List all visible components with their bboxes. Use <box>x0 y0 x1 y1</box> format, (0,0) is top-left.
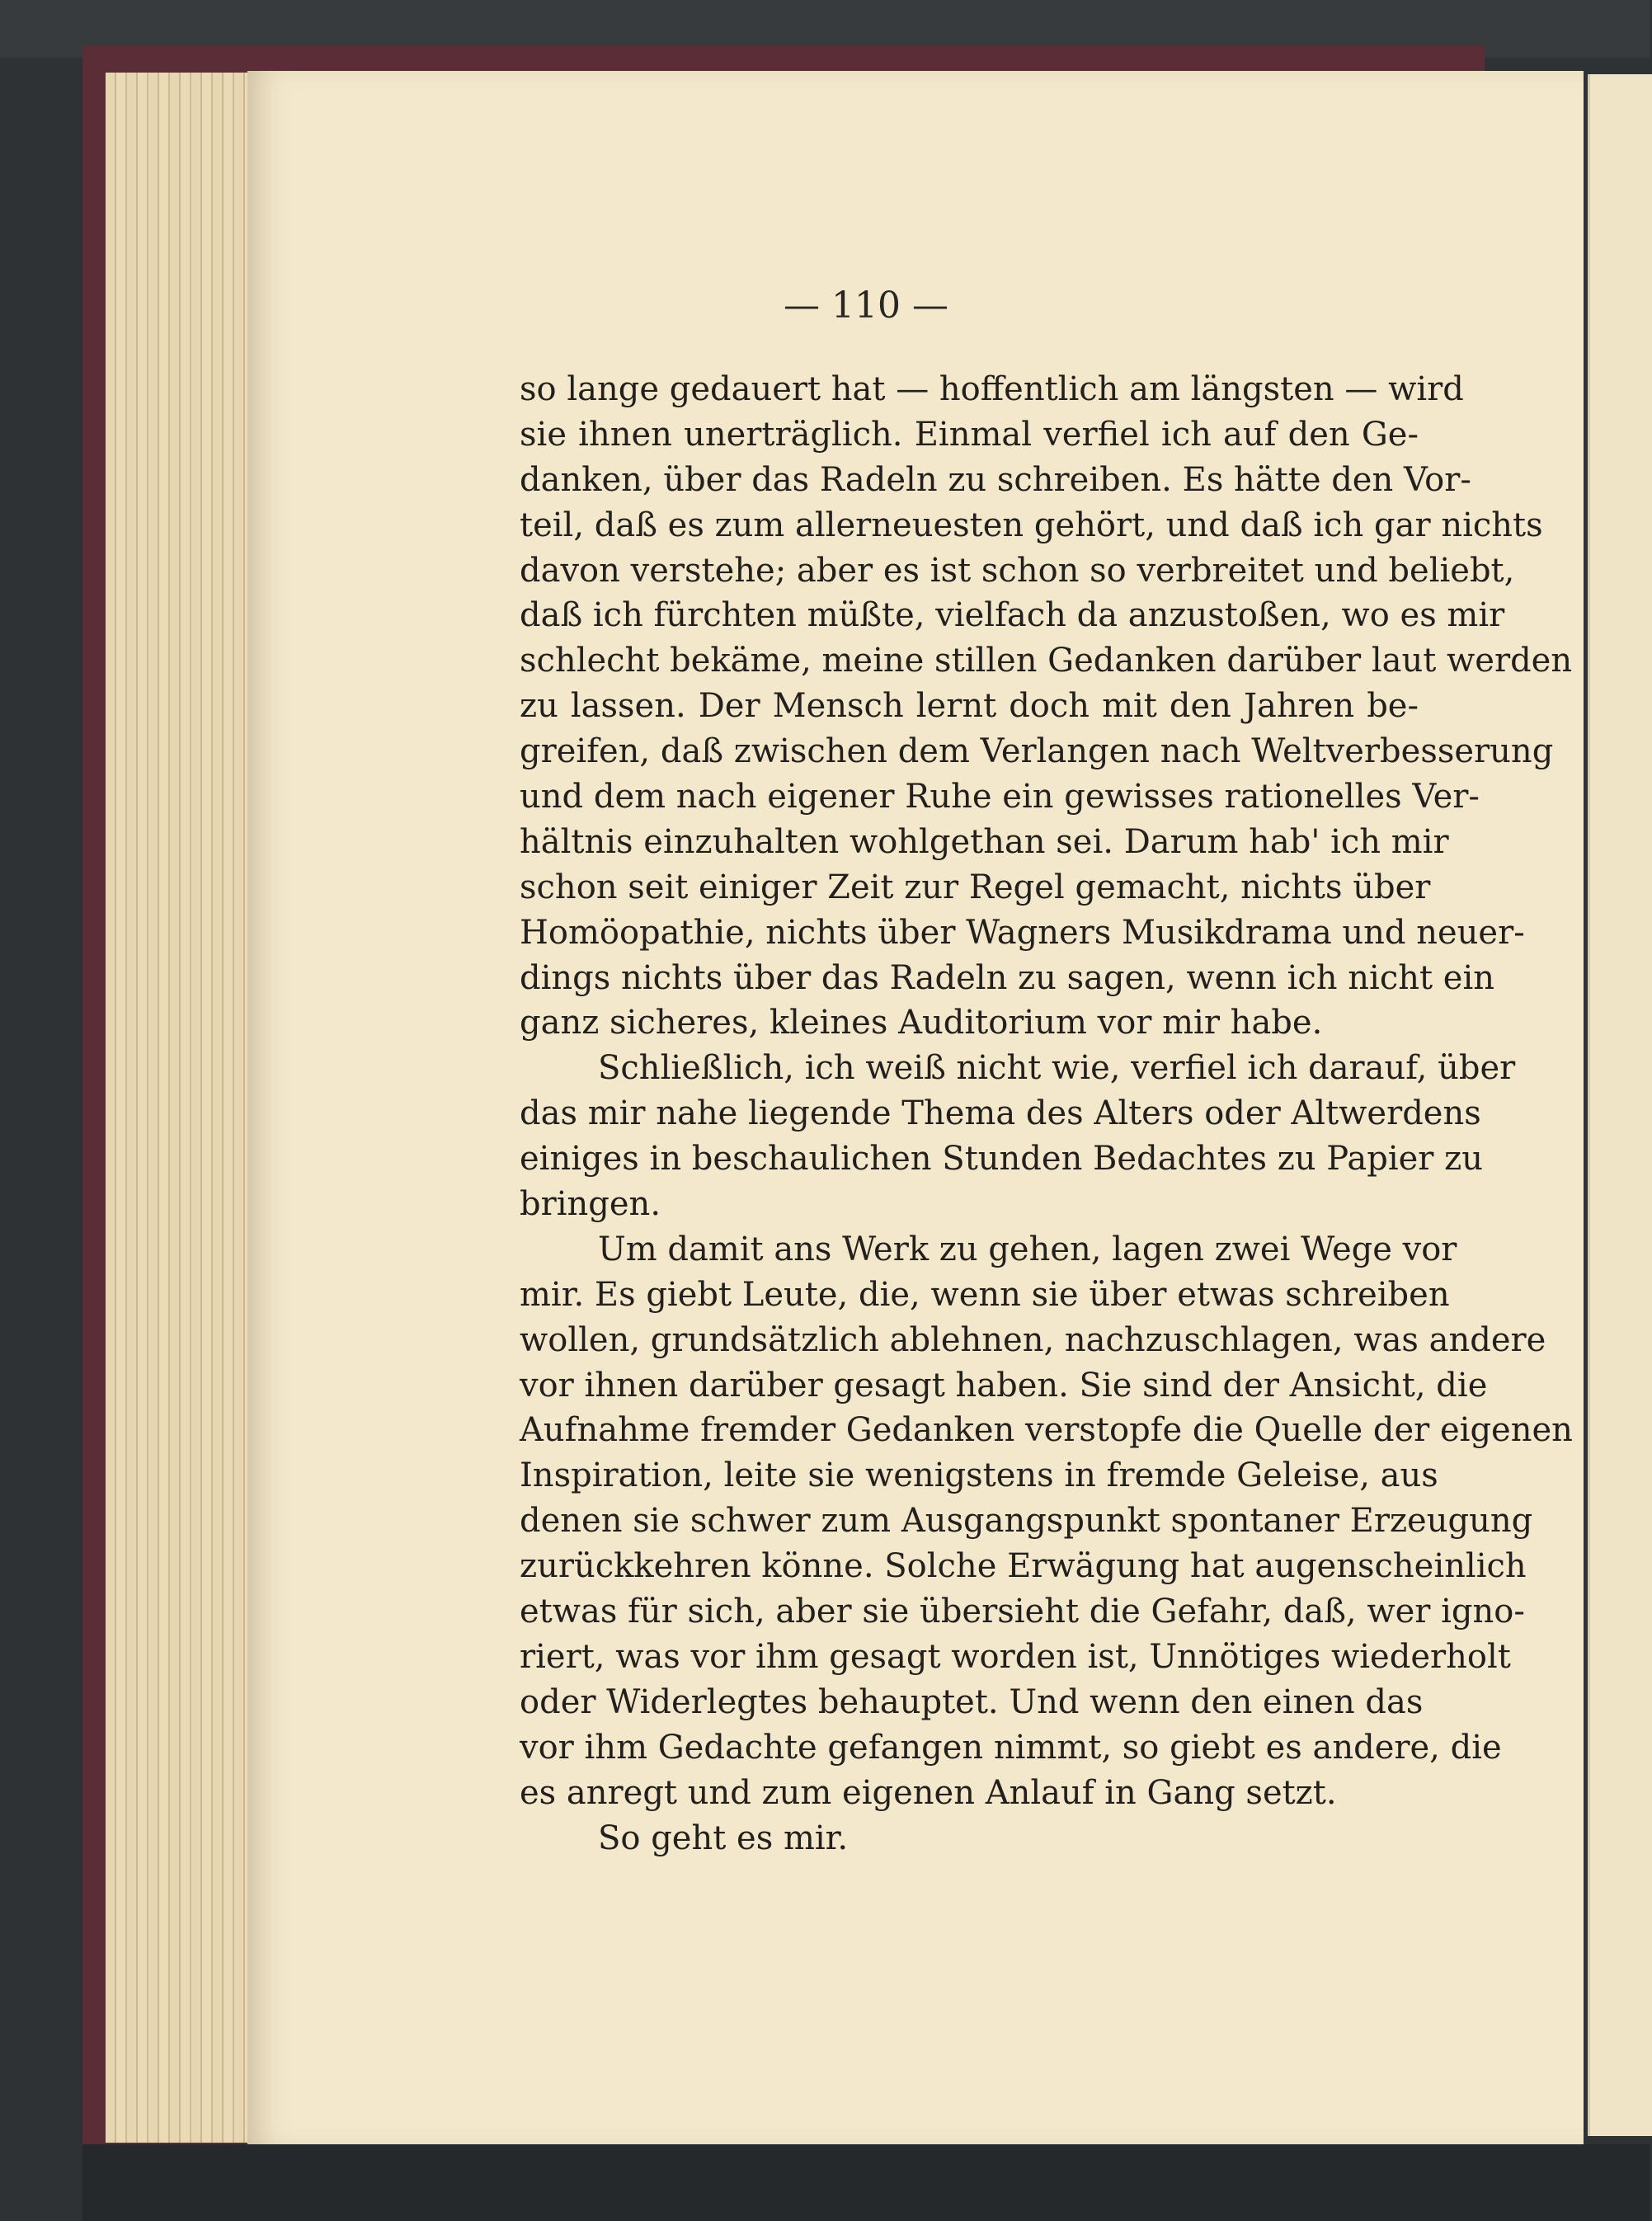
facing-page-edge <box>1588 74 1652 2136</box>
text-line: daß ich fürchten müßte, vielfach da anzustoßen, wo es mir <box>520 596 1505 635</box>
page-edges <box>106 73 254 2143</box>
text-line: das mir nahe liegende Thema des Alters oder Altwerdens <box>520 1094 1481 1133</box>
text-line: etwas für sich, aber sie übersieht die Gefahr, daß, wer igno- <box>520 1593 1525 1631</box>
text-line: und dem nach eigener Ruhe ein gewisses rationelles Ver- <box>520 778 1480 816</box>
text-line: Inspiration, leite sie wenigstens in fremde Geleise, aus <box>520 1456 1438 1495</box>
text-line: schlecht bekäme, meine stillen Gedanken darüber laut werden <box>520 642 1573 680</box>
text-line: danken, über das Radeln zu schreiben. Es hätte den Vor- <box>520 460 1471 499</box>
text-line: teil, daß es zum allerneuesten gehört, und daß ich gar nichts <box>520 506 1543 544</box>
text-line: denen sie schwer zum Ausgangspunkt spontaner Erzeugung <box>520 1502 1533 1541</box>
text-line: schon seit einiger Zeit zur Regel gemacht, nichts über <box>520 868 1431 906</box>
text-line: ganz sicheres, kleines Auditorium vor mir habe. <box>520 1004 1323 1042</box>
text-line: Homöopathie, nichts über Wagners Musikdrama und neuer- <box>520 913 1525 952</box>
text-line: vor ihnen darüber gesagt haben. Sie sind der Ansicht, die <box>520 1366 1488 1405</box>
text-line: riert, was vor ihm gesagt worden ist, Unnötiges wiederholt <box>520 1637 1511 1676</box>
text-line: einiges in beschaulichen Stunden Bedachtes zu Papier zu <box>520 1140 1483 1179</box>
text-line: sie ihnen unerträglich. Einmal verfiel ich auf den Ge- <box>520 415 1419 454</box>
text-line: davon verstehe; aber es ist schon so verbreitet und beliebt, <box>520 551 1515 590</box>
text-line: So geht es mir. <box>598 1819 849 1857</box>
text-line: vor ihm Gedachte gefangen nimmt, so giebt es andere, die <box>520 1728 1502 1767</box>
page-number: — 110 — <box>784 285 948 327</box>
text-line: wollen, grundsätzlich ablehnen, nachzuschlagen, was andere <box>520 1320 1546 1359</box>
text-line: oder Widerlegtes behauptet. Und wenn den einen das <box>520 1682 1424 1721</box>
text-line: Um damit ans Werk zu gehen, lagen zwei Wege vor <box>598 1230 1457 1268</box>
text-line: mir. Es giebt Leute, die, wenn sie über etwas schreiben <box>520 1275 1450 1314</box>
text-line: greifen, daß zwischen dem Verlangen nach Weltverbesserung <box>520 732 1554 771</box>
text-line: hältnis einzuhalten wohlgethan sei. Darum hab' ich mir <box>520 822 1449 861</box>
text-line: so lange gedauert hat — hoffentlich am längsten — wird <box>520 370 1464 408</box>
text-line: Schließlich, ich weiß nicht wie, verfiel ich darauf, über <box>598 1049 1516 1088</box>
text-line: zu lassen. Der Mensch lernt doch mit den Jahren be- <box>520 687 1419 726</box>
text-line: Aufnahme fremder Gedanken verstopfe die Quelle der eigenen <box>520 1411 1573 1450</box>
text-line: es anregt und zum eigenen Anlauf in Gang setzt. <box>520 1773 1337 1812</box>
text-line: bringen. <box>520 1185 661 1224</box>
scan-background-bottom <box>82 2144 1650 2221</box>
text-line: zurückkehren könne. Solche Erwägung hat augenscheinlich <box>520 1547 1527 1586</box>
body-text <box>520 367 1573 1861</box>
text-line: dings nichts über das Radeln zu sagen, wenn ich nicht ein <box>520 958 1494 997</box>
